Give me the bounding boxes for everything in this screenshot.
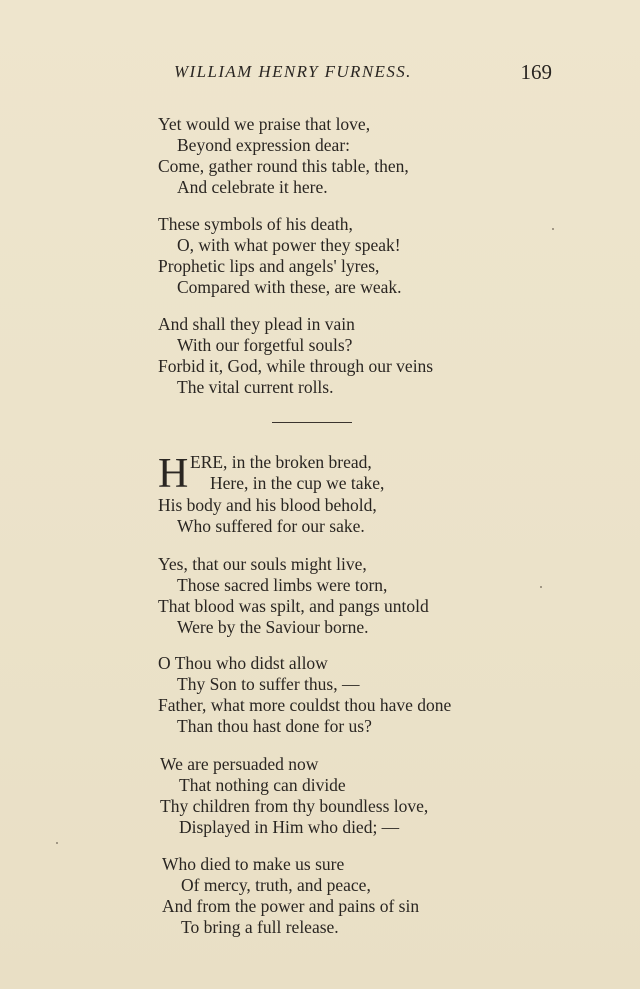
verse-line: Forbid it, God, while through our veins xyxy=(158,356,434,376)
verse-line: That nothing can divide xyxy=(179,775,346,795)
verse-line: Who suffered for our sake. xyxy=(177,516,365,536)
verse-line: Were by the Saviour borne. xyxy=(177,617,369,637)
verse-line: O Thou who didst allow xyxy=(158,653,328,673)
page-header xyxy=(0,62,640,90)
verse-line: Displayed in Him who died; — xyxy=(179,817,400,837)
stanza xyxy=(158,314,433,398)
verse-line: Prophetic lips and angels' lyres, xyxy=(158,256,380,276)
verse-line: With our forgetful souls? xyxy=(177,335,353,355)
section-divider xyxy=(272,422,352,423)
verse-line: Thy children from thy boundless love, xyxy=(160,796,429,816)
stanza xyxy=(162,854,419,938)
paper-speck xyxy=(540,586,542,588)
verse-line: Yet would we praise that love, xyxy=(158,114,371,134)
paper-speck xyxy=(56,842,58,844)
verse-line: ERE, in the broken bread, xyxy=(190,452,372,472)
verse-line: Yes, that our souls might live, xyxy=(158,554,367,574)
running-head: WILLIAM HENRY FURNESS. xyxy=(174,62,412,81)
verse-line: Thy Son to suffer thus, — xyxy=(177,674,360,694)
verse-line: Here, in the cup we take, xyxy=(210,473,385,493)
verse-line: Come, gather round this table, then, xyxy=(158,156,409,176)
verse-line: His body and his blood behold, xyxy=(158,495,377,515)
stanza xyxy=(158,653,451,737)
stanza xyxy=(158,214,402,298)
verse-line: Of mercy, truth, and peace, xyxy=(181,875,371,895)
verse-line: Than thou hast done for us? xyxy=(177,716,372,736)
drop-cap: H xyxy=(158,451,189,497)
stanza xyxy=(158,554,429,638)
verse-line: And celebrate it here. xyxy=(177,177,328,197)
verse-line: And from the power and pains of sin xyxy=(162,896,420,916)
verse-line: And shall they plead in vain xyxy=(158,314,355,334)
stanza xyxy=(0,452,640,542)
verse-line: Who died to make us sure xyxy=(162,854,345,874)
stanza xyxy=(158,114,409,198)
verse-line: The vital current rolls. xyxy=(177,377,334,397)
verse-line: O, with what power they speak! xyxy=(177,235,401,255)
verse-line: We are persuaded now xyxy=(160,754,319,774)
page-number: 169 xyxy=(520,60,552,84)
verse-line: These symbols of his death, xyxy=(158,214,353,234)
verse-line: Those sacred limbs were torn, xyxy=(177,575,388,595)
verse-line: Compared with these, are weak. xyxy=(177,277,402,297)
verse-line: That blood was spilt, and pangs untold xyxy=(158,596,429,616)
verse-line: Father, what more couldst thou have done xyxy=(158,695,452,715)
verse-line: To bring a full release. xyxy=(181,917,339,937)
stanza xyxy=(160,754,428,838)
paper-speck xyxy=(552,228,554,230)
verse-line: Beyond expression dear: xyxy=(177,135,351,155)
